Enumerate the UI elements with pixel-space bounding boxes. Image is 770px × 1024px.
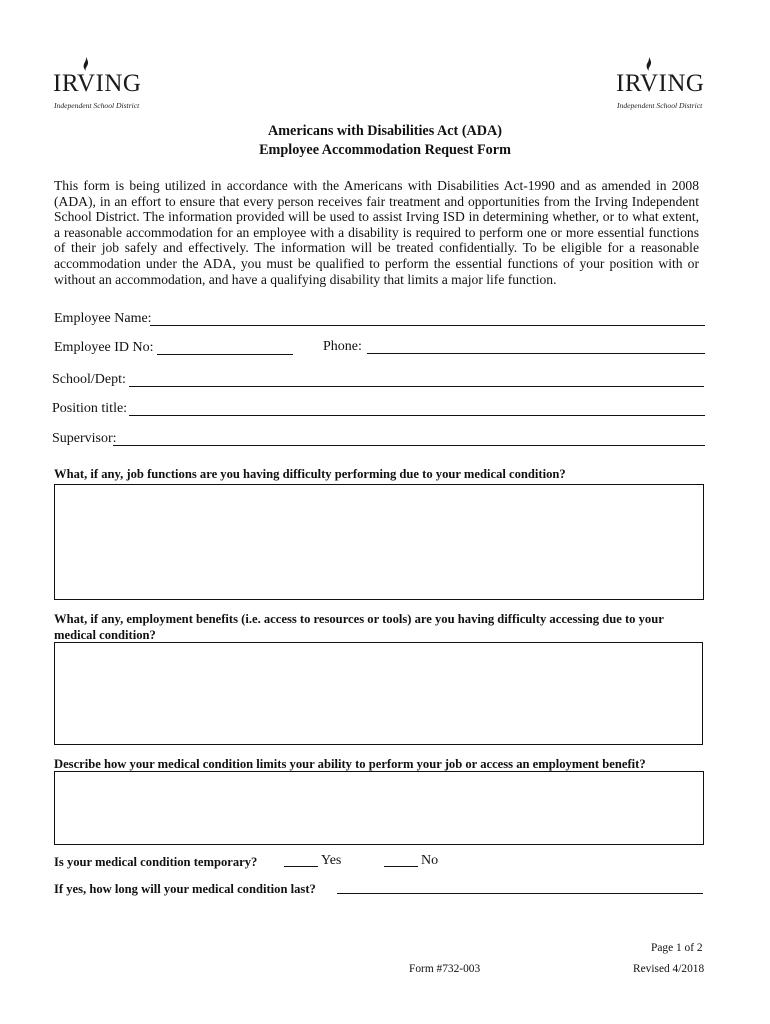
job-functions-answer-box[interactable] [54, 484, 704, 600]
logo-subtitle: Independent School District [617, 101, 703, 110]
form-title-line2: Employee Accommodation Request Form [259, 142, 511, 158]
school-dept-label: School/Dept: [52, 372, 126, 387]
page-number: Page 1 of 2 [651, 942, 703, 954]
flame-icon [644, 57, 654, 71]
position-title-label: Position title: [52, 401, 128, 416]
school-dept-field[interactable] [129, 386, 704, 387]
supervisor-field[interactable] [113, 445, 705, 446]
form-number: Form #732-003 [409, 963, 481, 975]
question-employment-benefits: What, if any, employment benefits (i.e. access to resources or tools) are you having difficulty accessing due to your medical condition? [54, 612, 664, 642]
flame-icon [81, 57, 91, 71]
temporary-no-label: No [421, 853, 439, 868]
how-long-field[interactable] [337, 893, 703, 894]
medical-limits-answer-box[interactable] [54, 771, 704, 845]
question-job-functions: What, if any, job functions are you having difficulty performing due to your medical condition? [54, 467, 566, 481]
logo-brand-text: IRVING [53, 70, 142, 97]
revised-date: Revised 4/2018 [633, 963, 705, 975]
position-title-field[interactable] [129, 415, 705, 416]
employee-name-label: Employee Name: [54, 311, 152, 326]
irving-isd-logo-left [53, 57, 145, 110]
temporary-yes-blank[interactable] [284, 866, 318, 867]
employment-benefits-answer-box[interactable] [54, 642, 703, 745]
phone-field[interactable] [367, 353, 705, 354]
question-how-long: If yes, how long will your medical condition last? [54, 882, 316, 896]
logo-brand-text: IRVING [616, 70, 705, 97]
question-medical-limits: Describe how your medical condition limits your ability to perform your job or access an employment benefit? [54, 757, 646, 771]
intro-paragraph: This form is being utilized in accordance with the Americans with Disabilities Act-1990 and as amended in 2008 (ADA), in an effort to ensure that every person receives fair treatment and opportunities from the Irving Independent School District. The information provided will be used to assist Irving ISD in determining whether, or to what extent, a reasonable accommodation for an employee with a disability is required to perform one or more essential functions of their job safely and effectively. The information will be treated confidentially. To be eligible for a reasonable accommodation under the ADA, you must be qualified to perform the essential functions of your position with or without an accommodation, and have a qualifying disability that limits a major life function. [54, 178, 699, 287]
employee-id-label: Employee ID No: [54, 340, 154, 355]
supervisor-label: Supervisor: [52, 431, 117, 446]
employee-name-field[interactable] [150, 325, 705, 326]
employee-id-field[interactable] [157, 354, 293, 355]
question-temporary: Is your medical condition temporary? [54, 855, 258, 869]
phone-label: Phone: [323, 339, 362, 354]
temporary-no-blank[interactable] [384, 866, 418, 867]
temporary-yes-label: Yes [321, 853, 342, 868]
form-title-line1: Americans with Disabilities Act (ADA) [267, 123, 503, 139]
irving-isd-logo-right [616, 57, 708, 110]
logo-subtitle: Independent School District [54, 101, 140, 110]
